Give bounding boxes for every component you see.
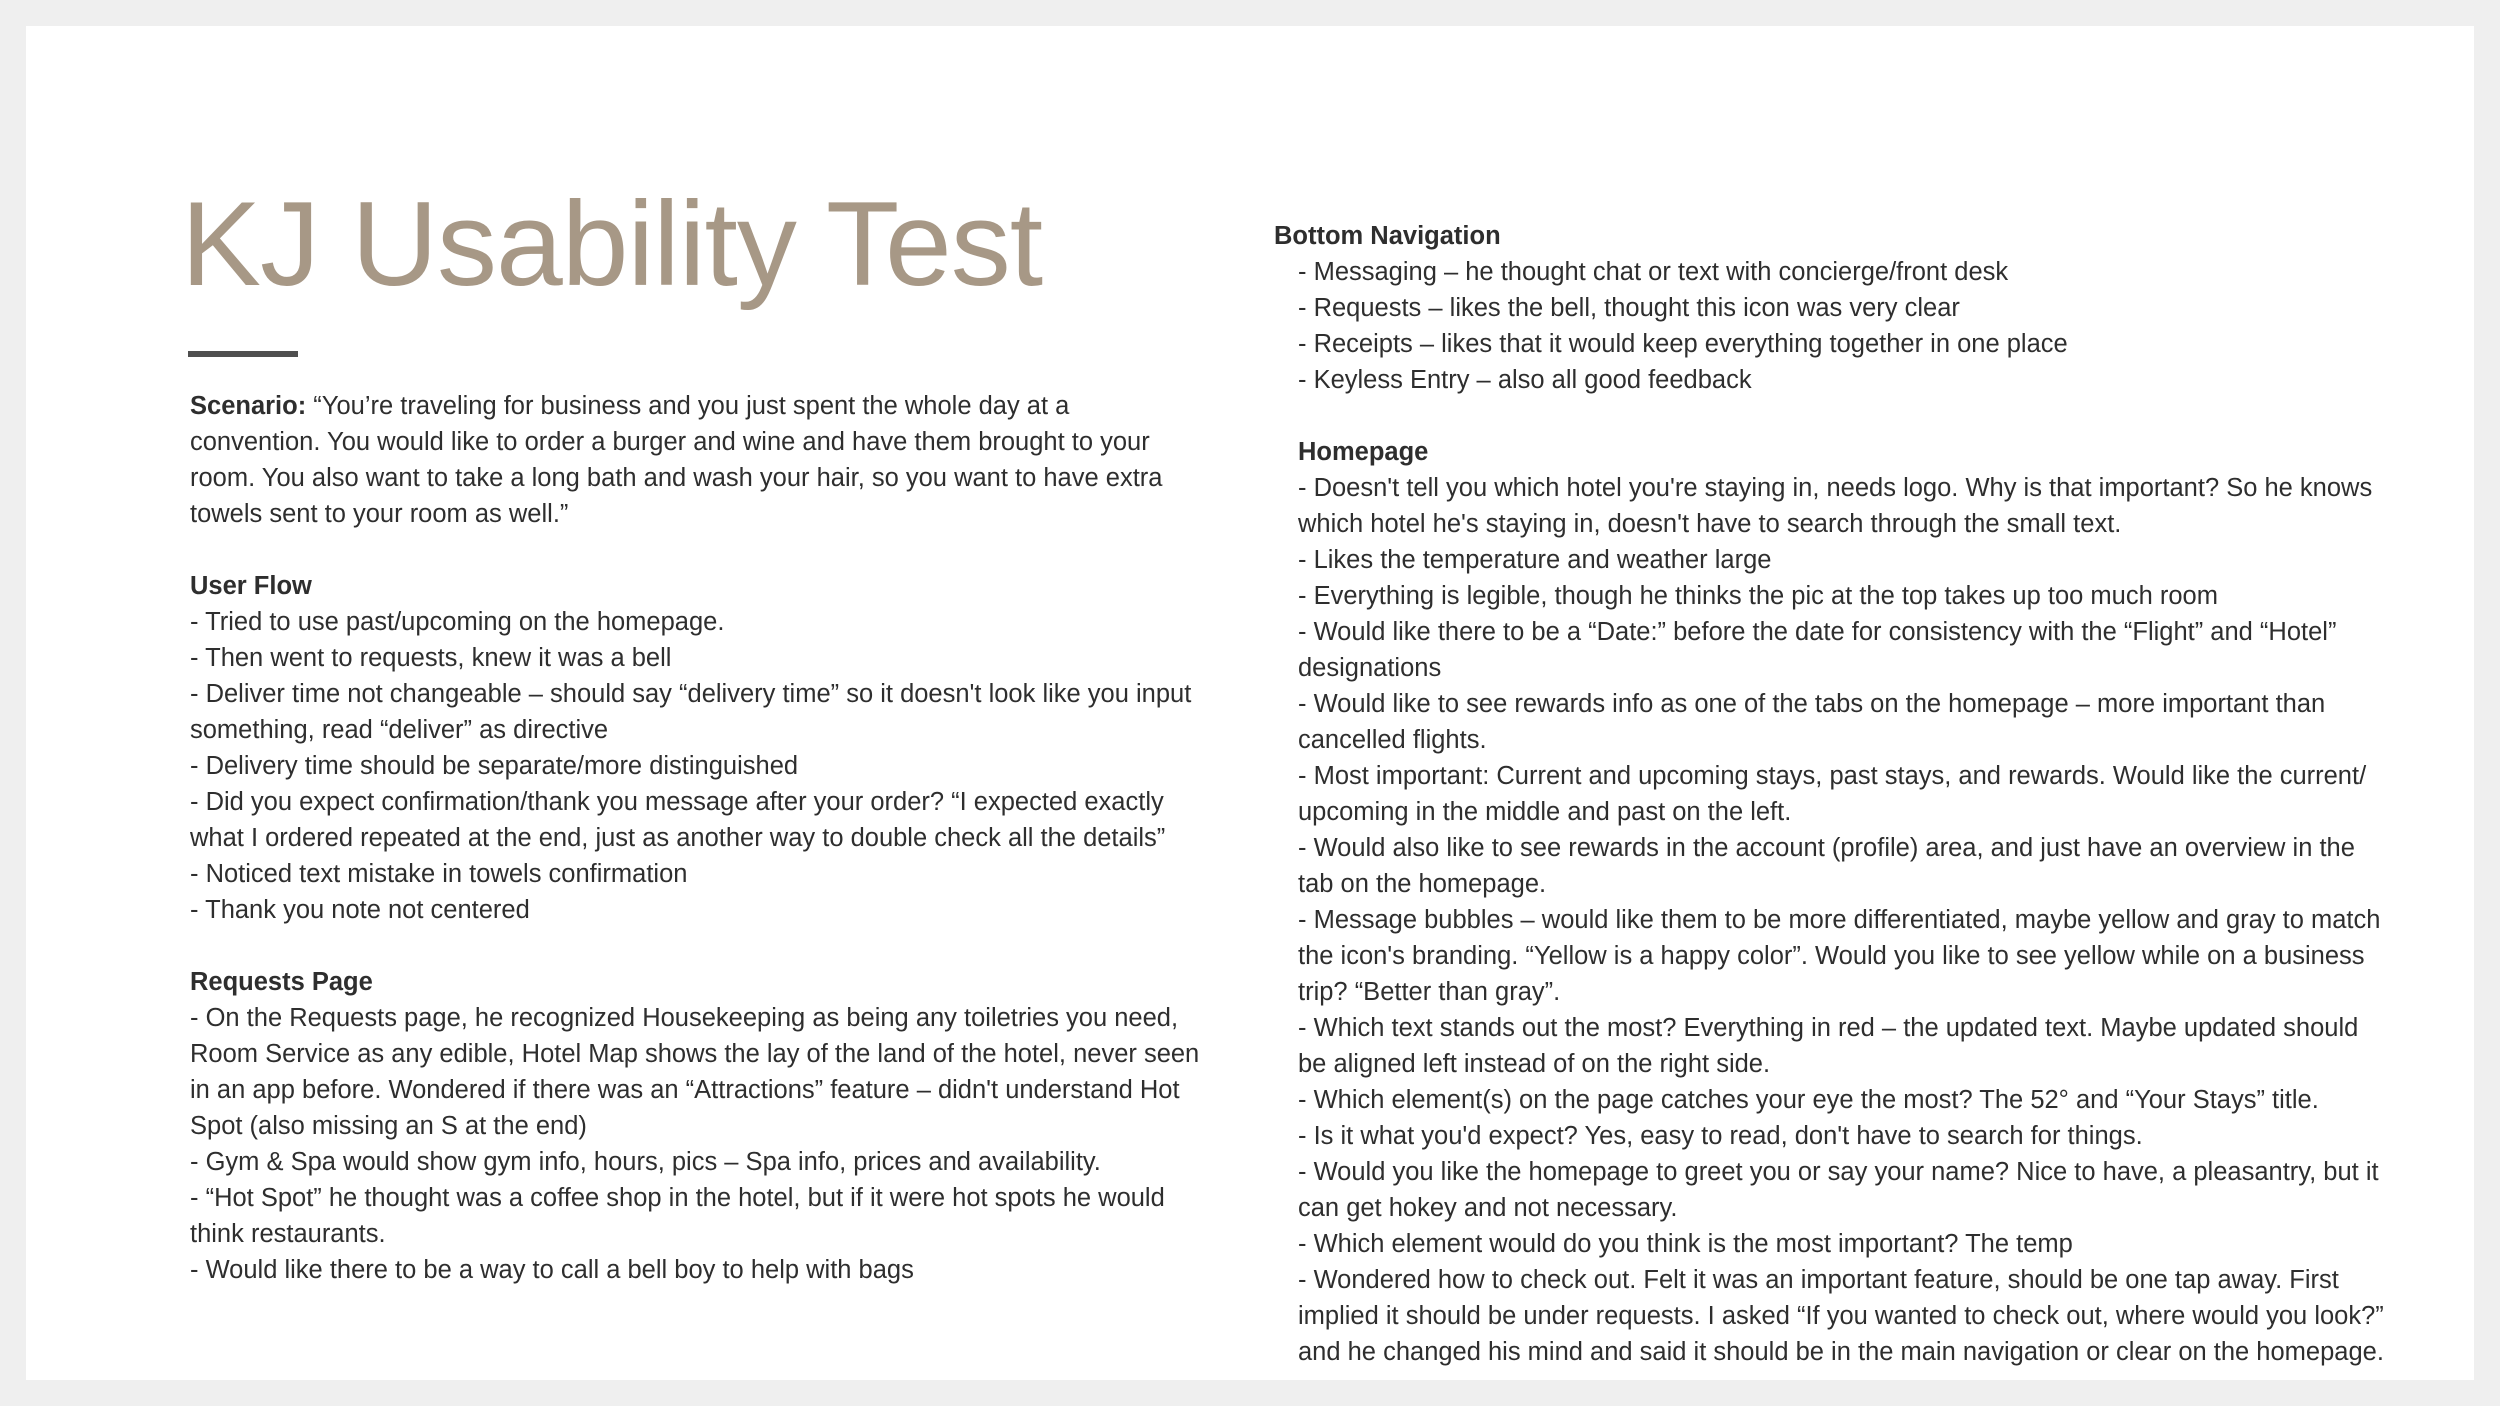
homepage-item: - Would you like the homepage to greet you or say your name? Nice to have, a pleasantry, but it can get hokey and not necessary.: [1298, 1158, 2379, 1222]
homepage-item: - Likes the temperature and weather large: [1298, 546, 1772, 574]
homepage-item: - Message bubbles – would like them to be more differentiated, maybe yellow and gray to match the icon's branding. “Yellow is a happy color”. Would you like to see yellow while on a business trip? “Better than gray”.: [1298, 906, 2381, 1006]
bottom-navigation-item: - Messaging – he thought chat or text with concierge/front desk: [1298, 258, 2009, 286]
requests-page-item: - “Hot Spot” he thought was a coffee shop in the hotel, but if it were hot spots he would think restaurants.: [190, 1184, 1165, 1248]
slide: [26, 26, 2474, 1380]
requests-page-item: - Would like there to be a way to call a bell boy to help with bags: [190, 1256, 914, 1284]
homepage-item: - Would also like to see rewards in the account (profile) area, and just have an overview in the tab on the homepage.: [1298, 834, 2355, 898]
requests-page-heading: Requests Page: [190, 968, 373, 996]
user-flow-heading: User Flow: [190, 572, 312, 600]
user-flow-item: - Then went to requests, knew it was a bell: [190, 644, 672, 672]
homepage-item: - Would like to see rewards info as one of the tabs on the homepage – more important than cancelled flights.: [1298, 690, 2326, 754]
page-title: KJ Usability Test: [181, 177, 1043, 311]
bottom-navigation-item: - Keyless Entry – also all good feedback: [1298, 366, 1752, 394]
bottom-navigation-item: - Receipts – likes that it would keep everything together in one place: [1298, 330, 2068, 358]
scenario-paragraph: [190, 388, 1200, 532]
user-flow-item: - Deliver time not changeable – should say “delivery time” so it doesn't look like you input something, read “deliver” as directive: [190, 680, 1192, 744]
bottom-navigation-item: - Requests – likes the bell, thought this icon was very clear: [1298, 294, 1960, 322]
right-column: [1274, 218, 2384, 1370]
homepage-item: - Everything is legible, though he thinks the pic at the top takes up too much room: [1298, 582, 2218, 610]
left-column: [190, 388, 1200, 1288]
scenario-label: Scenario:: [190, 392, 307, 420]
homepage-item: - Is it what you'd expect? Yes, easy to read, don't have to search for things.: [1298, 1122, 2143, 1150]
homepage-item: - Which element(s) on the page catches your eye the most? The 52° and “Your Stays” title.: [1298, 1086, 2319, 1114]
user-flow-item: - Did you expect confirmation/thank you message after your order? “I expected exactly what I ordered repeated at the end, just as another way to double check all the details”: [190, 788, 1166, 852]
bottom-navigation-heading: Bottom Navigation: [1274, 222, 1501, 250]
homepage-item: - Wondered how to check out. Felt it was an important feature, should be one tap away. First implied it should be under requests. I asked “If you wanted to check out, where would you look?” and he changed his mind and said it should be in the main navigation or clear on the homepage.: [1298, 1266, 2384, 1366]
user-flow-item: - Thank you note not centered: [190, 896, 530, 924]
requests-page-item: - On the Requests page, he recognized Housekeeping as being any toiletries you need, Room Service as any edible, Hotel Map shows the lay of the land of the hotel, never seen in an app before. Wondered if there was an “Attractions” feature – didn't understand Hot Spot (also missing an S at the end): [190, 1004, 1200, 1140]
homepage-section: [1274, 434, 2384, 1370]
user-flow-item: - Tried to use past/upcoming on the homepage.: [190, 608, 725, 636]
homepage-item: - Doesn't tell you which hotel you're staying in, needs logo. Why is that important? So he knows which hotel he's staying in, doesn't have to search through the small text.: [1298, 474, 2373, 538]
homepage-heading: Homepage: [1298, 438, 1429, 466]
scenario-text: “You’re traveling for business and you just spent the whole day at a convention. You would like to order a burger and wine and have them brought to your room. You also want to take a long bath and wash your hair, so you want to have extra towels sent to your room as well.”: [190, 392, 1163, 528]
homepage-item: - Would like there to be a “Date:” before the date for consistency with the “Flight” and “Hotel” designations: [1298, 618, 2337, 682]
homepage-item: - Most important: Current and upcoming stays, past stays, and rewards. Would like the current/ upcoming in the middle and past on the left.: [1298, 762, 2367, 826]
requests-page-item: - Gym & Spa would show gym info, hours, pics – Spa info, prices and availability.: [190, 1148, 1101, 1176]
homepage-item: - Which element would do you think is the most important? The temp: [1298, 1230, 2073, 1258]
homepage-item: - Which text stands out the most? Everything in red – the updated text. Maybe updated should be aligned left instead of on the right side.: [1298, 1014, 2359, 1078]
title-divider: [188, 351, 298, 357]
user-flow-item: - Delivery time should be separate/more distinguished: [190, 752, 799, 780]
user-flow-item: - Noticed text mistake in towels confirmation: [190, 860, 688, 888]
